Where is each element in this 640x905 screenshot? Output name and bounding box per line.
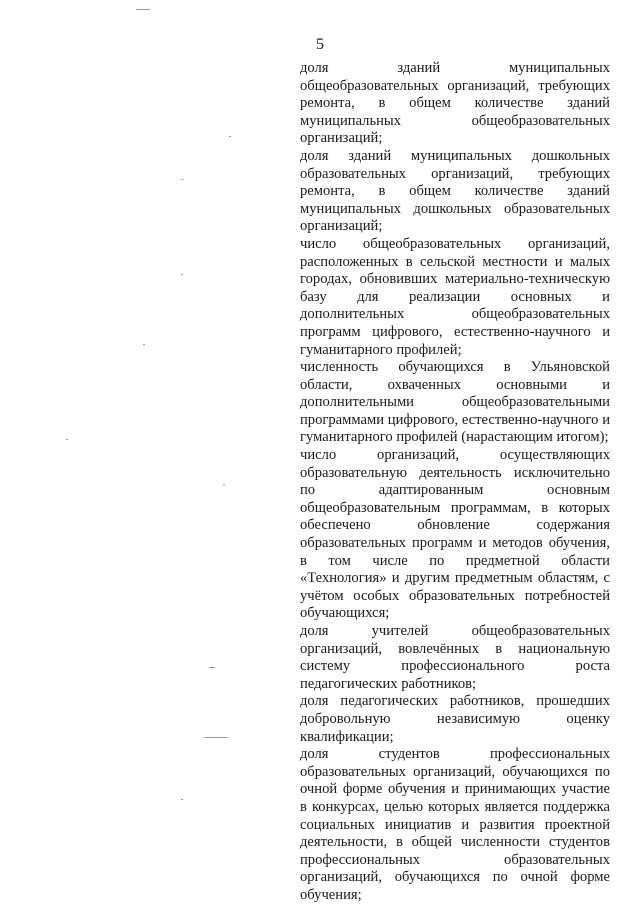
- scan-speck: [143, 344, 145, 345]
- scan-speck: [223, 484, 225, 485]
- list-item: число организаций, осуществляющих образовательную деятельность исключительно по адаптированным основным общеобразовательным программам, в которых обеспечено обновление содержания образовательных программ и методов обучения, в том числе по предметной области «Технология» и другим предметным областям, с учётом особых образовательных потребностей обучающихся;: [300, 447, 610, 622]
- list-item: доля зданий муниципальных дошкольных образовательных организаций, требующих ремонта, в общем количестве зданий муниципальных дошкольных образовательных организаций;: [300, 147, 610, 235]
- page-number: 5: [316, 36, 324, 53]
- scan-speck: [181, 799, 183, 800]
- list-item: доля студентов профессиональных образовательных организаций, обучающихся по очной форме обучения и принимающих участие в конкурсах, целью которых является поддержка социальных инициатив и развития проектной деятельности, в общей численности студентов профессиональных образовательных организаций, обучающихся по очной форме обучения;: [300, 746, 610, 903]
- scan-speck: [181, 274, 183, 275]
- list-item: доля учителей общеобразовательных организаций, вовлечённых в национальную систему профессионального роста педагогических работников;: [300, 623, 610, 692]
- scan-speck: [204, 737, 228, 738]
- list-item: доля педагогических работников, прошедших добровольную независимую оценку квалификации;: [300, 693, 610, 745]
- scan-speck: [66, 439, 68, 440]
- list-item: доля зданий муниципальных общеобразовательных организаций, требующих ремонта, в общем количестве зданий муниципальных общеобразовательных организаций;: [300, 60, 610, 147]
- scan-speck: [229, 136, 231, 137]
- scan-speck: [209, 667, 215, 668]
- scan-speck: [136, 9, 150, 10]
- list-item: число общеобразовательных организаций, расположенных в сельской местности и малых городах, обновивших материально-техническую базу для реализации основных и дополнительных общеобразовательных программ цифрового, естественно-научного и гуманитарного профилей;: [300, 235, 610, 358]
- document-body: [300, 60, 610, 905]
- scan-speck: [181, 179, 183, 180]
- list-item: численность обучающихся в Ульяновской области, охваченных основными и дополнительными общеобразовательными программами цифрового, естественно-научного и гуманитарного профилей (нарастающим итогом);: [300, 359, 610, 446]
